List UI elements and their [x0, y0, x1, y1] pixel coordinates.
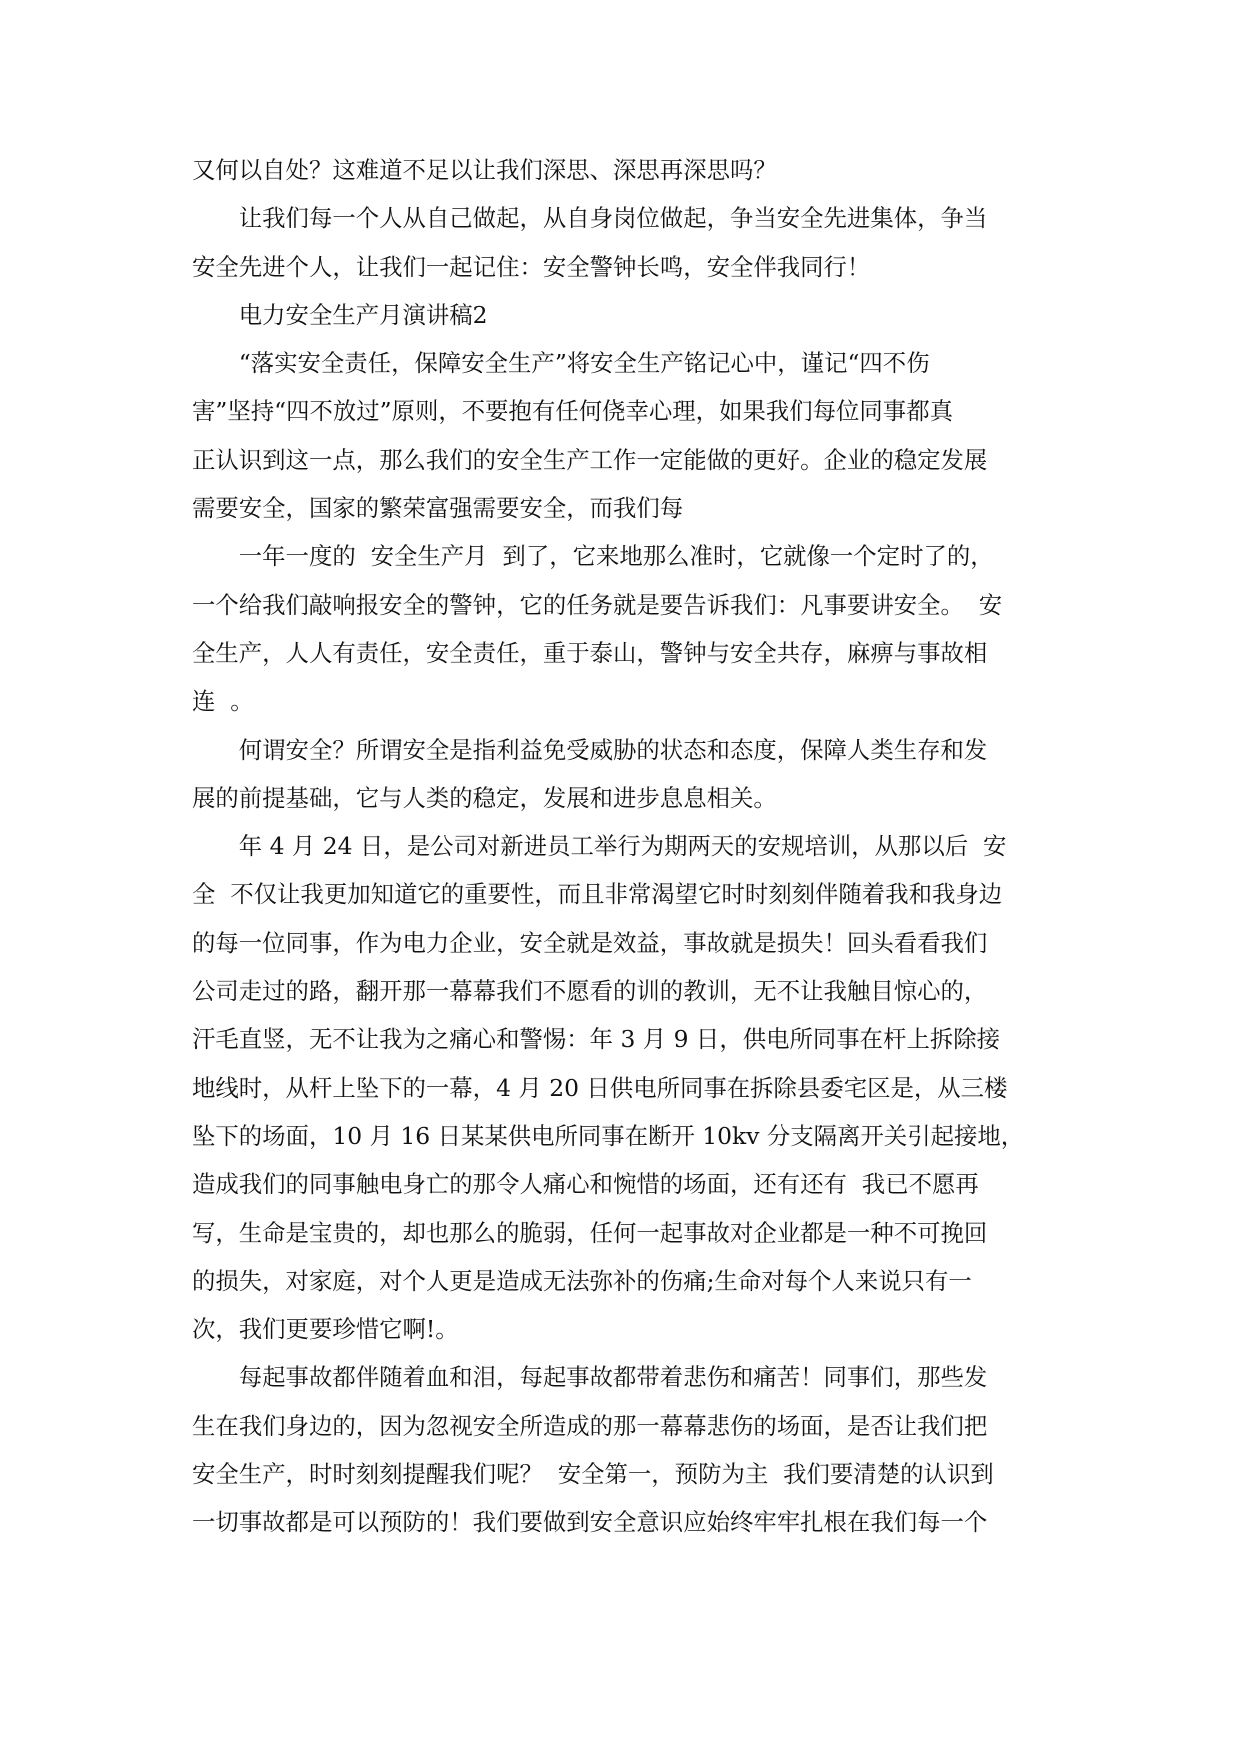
text-line: 全生产，人人有责任，安全责任，重于泰山，警钟与安全共存，麻痹与事故相: [192, 638, 988, 667]
text-line: 一切事故都是可以预防的！我们要做到安全意识应始终牢牢扎根在我们每一个: [192, 1508, 988, 1537]
text-line: 又何以自处？这难道不足以让我们深思、深思再深思吗？: [192, 156, 777, 184]
text-line: 安全生产，时时刻刻提醒我们呢？ 安全第一，预防为主 我们要清楚的认识到: [192, 1460, 994, 1489]
text-line: 一年一度的 安全生产月 到了，它来地那么准时，它就像一个定时了的，: [192, 542, 994, 571]
text-line: 一个给我们敲响报安全的警钟，它的任务就是要告诉我们：凡事要讲安全。 安: [192, 590, 1003, 619]
text-line: 全 不仅让我更加知道它的重要性，而且非常渴望它时时刻刻伴随着我和我身边: [192, 880, 1003, 909]
text-line: 每起事故都伴随着血和泪，每起事故都带着悲伤和痛苦！同事们，那些发: [192, 1363, 988, 1392]
text-line: 地线时，从杆上坠下的一幕，4 月 20 日供电所同事在拆除县委宅区是，从三楼: [192, 1073, 1008, 1102]
text-line: 安全先进个人，让我们一起记住：安全警钟长鸣，安全伴我同行！: [192, 252, 871, 281]
text-line: 生在我们身边的，因为忽视安全所造成的那一幕幕悲伤的场面，是否让我们把: [192, 1411, 988, 1440]
text-line: 害”坚持“四不放过”原则，不要抱有任何侥幸心理，如果我们每位同事都真: [192, 397, 953, 426]
text-line: 连 。: [192, 687, 254, 716]
text-line: 需要安全，国家的繁荣富强需要安全，而我们每: [192, 494, 684, 523]
text-line: 公司走过的路，翻开那一幕幕我们不愿看的训的教训，无不让我触目惊心的，: [192, 977, 988, 1006]
text-line: 展的前提基础，它与人类的稳定，发展和进步息息相关。: [192, 783, 777, 812]
text-line: 坠下的场面，10 月 16 日某某供电所同事在断开 10kv 分支隔离开关引起接地，: [192, 1121, 1025, 1150]
text-line: 让我们每一个人从自己做起，从自身岗位做起，争当安全先进集体，争当: [192, 204, 988, 233]
text-line: “落实安全责任，保障安全生产”将安全生产铭记心中，谨记“四不伤: [192, 349, 930, 378]
text-line: 的损失，对家庭，对个人更是造成无法弥补的伤痛;生命对每个人来说只有一: [192, 1266, 972, 1295]
text-line: 年 4 月 24 日，是公司对新进员工举行为期两天的安规培训，从那以后 安: [192, 832, 1007, 861]
text-line: 正认识到这一点，那么我们的安全生产工作一定能做的更好。企业的稳定发展: [192, 445, 988, 474]
text-line: 写，生命是宝贵的，却也那么的脆弱，任何一起事故对企业都是一种不可挽回: [192, 1218, 988, 1247]
section-heading: 电力安全生产月演讲稿2: [192, 300, 488, 329]
text-line: 汗毛直竖，无不让我为之痛心和警惕：年 3 月 9 日，供电所同事在杆上拆除接: [192, 1025, 1001, 1054]
text-line: 造成我们的同事触电身亡的那令人痛心和惋惜的场面，还有还有 我已不愿再: [192, 1170, 979, 1199]
body-text: [192, 146, 1052, 1547]
text-line: 次，我们更要珍惜它啊!。: [192, 1315, 459, 1344]
text-line: 何谓安全？所谓安全是指利益免受威胁的状态和态度，保障人类生存和发: [192, 735, 988, 764]
text-line: 的每一位同事，作为电力企业，安全就是效益，事故就是损失！回头看看我们: [192, 928, 988, 957]
